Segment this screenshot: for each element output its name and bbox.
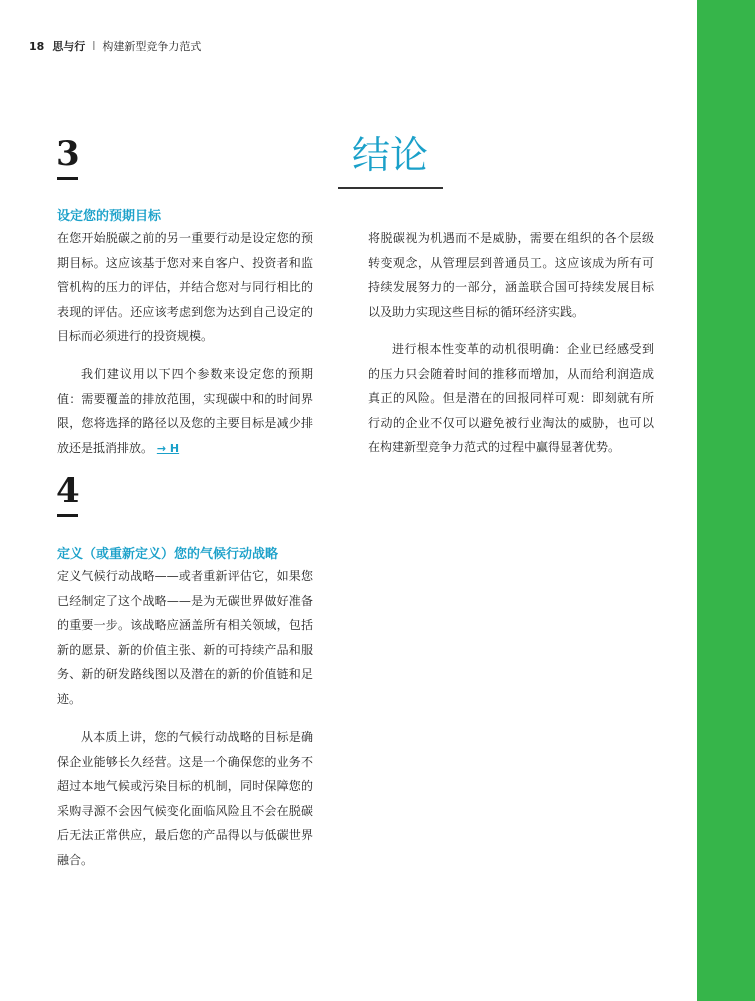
side-color-bar [697, 0, 755, 1001]
page-number: 18 [29, 39, 45, 53]
section-4-paragraph-1: 定义气候行动战略——或者重新评估它，如果您已经制定了这个战略——是为无碳世界做好准备的重要一步。该战略应涵盖所有相关领域，包括新的愿景、新的价值主张、新的可持续产品和服务、新的研发路线图以及潜在的新的价值链和足迹。 [57, 569, 313, 706]
section-number-4: 4 [56, 471, 80, 511]
conclusion-paragraph-2: 进行根本性变革的动机很明确：企业已经感受到的压力只会随着时间的推移而增加，从而给利润造成真正的风险。但是潜在的回报同样可观：即刻就有所行动的企业不仅可以避免被行业淘汰的威胁，也可以在构建新型竞争力范式的过程中赢得显著优势。 [368, 342, 654, 454]
section-number-3: 3 [56, 134, 80, 174]
section-number-rule [57, 514, 78, 517]
section-3-paragraph-2-text: 我们建议用以下四个参数来设定您的预期值：需要覆盖的排放范围，实现碳中和的时间界限，您将选择的路径以及您的主要目标是减少排放还是抵消排放。 [57, 367, 313, 455]
running-header [29, 38, 201, 54]
header-separator: | [92, 41, 96, 51]
section-heading-4: 定义（或重新定义）您的气候行动战略 [57, 547, 279, 562]
section-title: 构建新型竞争力范式 [102, 40, 202, 53]
section-4-paragraph-2: 从本质上讲，您的气候行动战略的目标是确保企业能够长久经营。这是一个确保您的业务不超过本地气候或污染目标的机制，同时保障您的采购寻源不会因气候变化面临风险且不会在脱碳后无法正常供应，最后您的产品得以与低碳世界融合。 [57, 730, 313, 867]
section-3-paragraph-1: 在您开始脱碳之前的另一重要行动是设定您的预期目标。这应该基于您对来自客户、投资者和监管机构的压力的评估，并结合您对与同行相比的表现的评估。还应该考虑到您为达到自己设定的目标而必须进行的投资规模。 [57, 231, 313, 343]
section-number-rule [57, 177, 78, 180]
section-3-paragraph-2 [57, 362, 313, 461]
conclusion-paragraph-1: 将脱碳视为机遇而不是威胁，需要在组织的各个层级转变观念，从管理层到普通员工。这应该成为所有可持续发展努力的一部分，涵盖联合国可持续发展目标以及助力实现这些目标的循环经济实践。 [368, 231, 654, 319]
cross-reference-link[interactable]: → H [156, 441, 180, 455]
conclusion-title: 结论 [351, 133, 428, 177]
publication-name: 思与行 [52, 40, 86, 53]
conclusion-title-rule [338, 187, 443, 189]
section-heading-3: 设定您的预期目标 [57, 209, 162, 224]
